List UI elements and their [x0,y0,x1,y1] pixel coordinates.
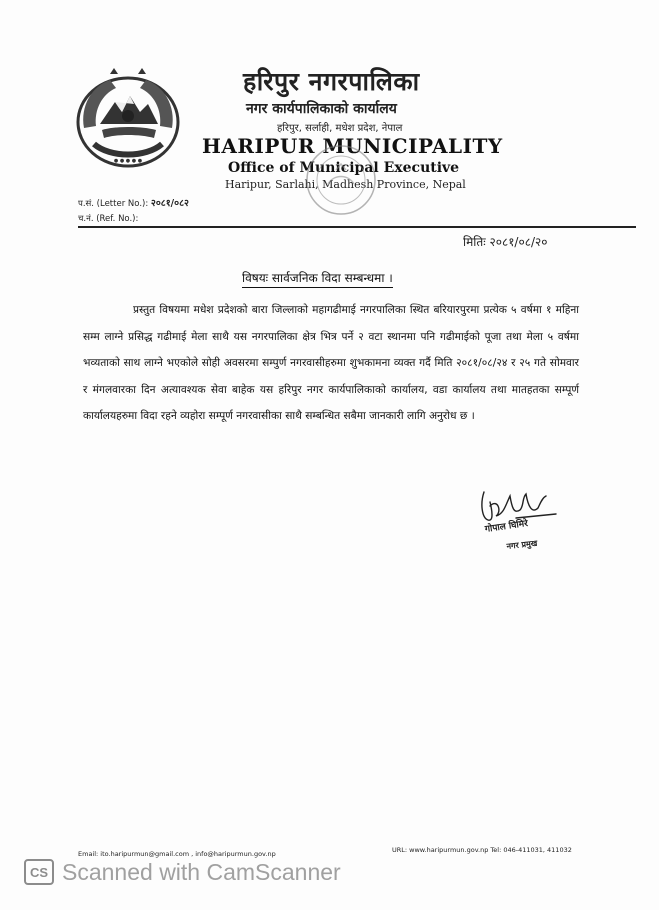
reference-number [78,213,138,224]
camscanner-logo-icon: CS [24,859,54,885]
office-stamp-icon [298,128,384,228]
svg-text:● ● ● ● ●: ● ● ● ● ● [113,158,143,164]
municipality-name-english: HARIPUR MUNICIPALITY [202,134,503,158]
signatory-name: गोपाल घिमिरे [484,518,529,535]
municipality-name-nepali: हरिपुर नगरपालिका [243,67,420,96]
nepal-emblem-icon [70,66,186,170]
reference-number-label: च.नं. (Ref. No.): [78,214,139,224]
footer-url: URL: www.haripurmun.gov.np Tel: 046-411031, 411032 [392,846,572,854]
footer-email: Email: ito.haripurmun@gmail.com , info@haripurmun.gov.np [78,850,276,858]
scanner-watermark [24,856,341,888]
letter-subject: विषयः सार्वजनिक विदा सम्बन्धमा । [242,269,393,288]
letter-date: मितिः २०८१/०८/२० [463,235,548,249]
signatory-role: नगर प्रमुख [506,538,538,551]
letter-body: प्रस्तुत विषयमा मधेश प्रदेशको बारा जिल्लाको महागढीमाई नगरपालिका स्थित बरियारपुरमा प्रत्येक ५ वर्षमा १ महिना सम्म लाग्ने प्रसिद्ध गढीमाई मेला साथै यस नगरपालिका क्षेत्र भित्र पर्ने २ वटा स्थानमा पनि गढीमाईको पूजा तथा मेला ५ वर्षमा भव्यताको साथ लाग्ने भएकोले सोही अवसरमा सम्पुर्ण नगरवासीहरुमा शुभकामना व्यक्त गर्दै मिति २०८१/०८/२४ र २५ गते सोमवार र मंगलवारका दिन अत्यावश्यक सेवा बाहेक यस हरिपुर नगर कार्यपालिकाको कार्यालय, वडा कार्यालय तथा मातहतका सम्पूर्ण कार्यालयहरुमा विदा रहने व्यहोरा सम्पूर्ण नगरवासीका साथै सम्बन्धित सबैमा जानकारी लागि अनुरोध छ । [83,304,579,422]
office-name-english: Office of Municipal Executive [228,160,460,176]
office-name-nepali: नगर कार्यपालिकाको कार्यालय [246,101,397,117]
header-divider [78,226,636,228]
scanner-watermark-text: Scanned with CamScanner [62,858,341,885]
letter-number [78,196,189,209]
letter-number-value: २०८१/०८२ [150,198,189,209]
address-nepali: हरिपुर, सर्लाही, मधेश प्रदेश, नेपाल [277,123,403,134]
letter-number-label: प.सं. (Letter No.): [78,199,149,209]
address-english: Haripur, Sarlahi, Madhesh Province, Nepal [225,178,466,191]
